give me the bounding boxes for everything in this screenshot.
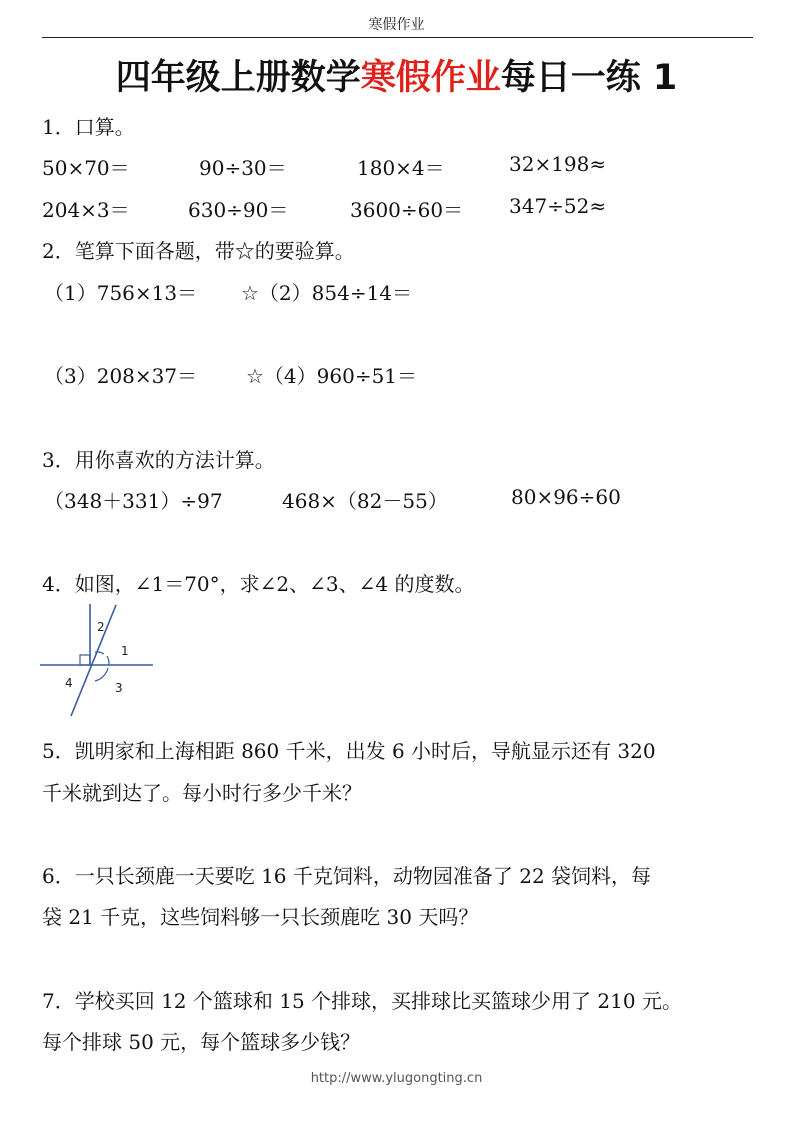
angle-figure xyxy=(38,600,158,720)
title-part-2: 每日一练 1 xyxy=(500,58,678,98)
q7-line-1: 7．学校买回 12 个篮球和 15 个排球，买排球比买篮球少用了 210 元。 xyxy=(42,989,682,1013)
q7-line-2: 每个排球 50 元，每个篮球多少钱？ xyxy=(42,1030,361,1054)
q3-item-1: （348＋331）÷97 xyxy=(44,489,223,513)
q1-r2-c4: 347÷52≈ xyxy=(509,194,607,218)
page-header: 寒假作业 xyxy=(368,17,425,33)
q3-heading: 3．用你喜欢的方法计算。 xyxy=(42,448,275,472)
q1-r1-c2: 90÷30＝ xyxy=(199,156,287,180)
title-highlight: 寒假作业 xyxy=(360,58,501,98)
angle-label-2: 2 xyxy=(97,620,105,634)
right-angle-mark xyxy=(80,655,90,665)
angle-label-1: 1 xyxy=(121,644,129,658)
q2-heading: 2．笔算下面各题，带☆的要验算。 xyxy=(42,239,355,263)
q5-line-2: 千米就到达了。每小时行多少千米？ xyxy=(42,781,362,805)
q2-item-1: （1）756×13＝ xyxy=(44,281,198,305)
q1-heading: 1．口算。 xyxy=(42,115,135,139)
page-footer: http://www.ylugongting.cn xyxy=(310,1071,483,1086)
q1-r1-c4: 32×198≈ xyxy=(509,152,607,176)
q1-r1-c3: 180×4＝ xyxy=(357,156,445,180)
q1-r2-c1: 204×3＝ xyxy=(42,198,130,222)
q5-line-1: 5．凯明家和上海相距 860 千米，出发 6 小时后，导航显示还有 320 xyxy=(42,739,656,763)
angle-3-arc xyxy=(95,668,108,681)
angle-label-3: 3 xyxy=(115,681,123,695)
q6-line-1: 6．一只长颈鹿一天要吃 16 千克饲料，动物园准备了 22 袋饲料，每 xyxy=(42,864,652,888)
q1-r2-c3: 3600÷60＝ xyxy=(350,198,464,222)
q3-item-3: 80×96÷60 xyxy=(511,485,621,509)
q1-r2-c2: 630÷90＝ xyxy=(188,198,289,222)
title-part-1: 四年级上册数学 xyxy=(115,58,361,98)
q2-item-4: ☆（4）960÷51＝ xyxy=(246,364,418,388)
q2-item-2: ☆（2）854÷14＝ xyxy=(241,281,413,305)
q6-line-2: 袋 21 千克，这些饲料够一只长颈鹿吃 30 天吗？ xyxy=(42,905,479,929)
q2-item-3: （3）208×37＝ xyxy=(44,364,198,388)
angle-label-4: 4 xyxy=(65,676,73,690)
header-divider xyxy=(42,37,753,38)
page-title xyxy=(0,50,793,100)
q4-heading: 4．如图，∠1＝70°，求∠2、∠3、∠4 的度数。 xyxy=(42,572,475,596)
q1-r1-c1: 50×70＝ xyxy=(42,156,130,180)
angle-1-arc xyxy=(107,656,109,665)
q3-item-2: 468×（82－55） xyxy=(282,489,448,513)
